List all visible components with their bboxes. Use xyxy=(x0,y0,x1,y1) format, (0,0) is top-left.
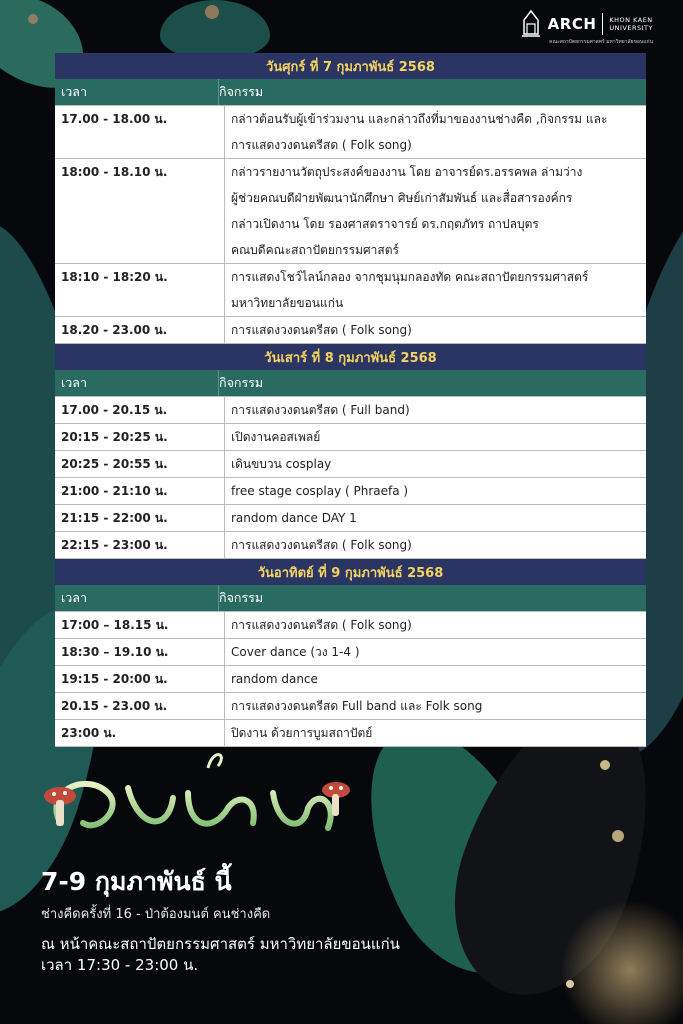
row-time: 18:00 - 18.10 น. xyxy=(55,159,225,263)
logo-university: KHON KAEN UNIVERSITY xyxy=(609,16,653,32)
activity-line: random dance DAY 1 xyxy=(231,511,357,525)
activity-line: free stage cosplay ( Phraefa ) xyxy=(231,484,409,498)
logo-divider xyxy=(602,13,603,35)
row-activity xyxy=(225,397,646,423)
activity-line: มหาวิทยาลัยขอนแก่น xyxy=(231,296,344,310)
column-header-row xyxy=(55,79,646,106)
row-time: 18:30 – 19.10 น. xyxy=(55,639,225,665)
column-header-row xyxy=(55,370,646,397)
table-row xyxy=(55,264,646,317)
table-row xyxy=(55,612,646,639)
column-header-time: เวลา xyxy=(61,84,87,99)
activity-line: เดินขบวน cosplay xyxy=(231,457,332,471)
row-activity xyxy=(225,424,646,450)
row-activity xyxy=(225,264,646,316)
table-row xyxy=(55,106,646,159)
row-activity xyxy=(225,317,646,343)
activity-line: เปิดงานคอสเพลย์ xyxy=(231,430,321,444)
activity-line: random dance xyxy=(231,672,318,686)
activity-line: การแสดงโชว์ไลน์กลอง จากชุมนุมกลองทัด คณะสถาปัตยกรรมศาสตร์ xyxy=(231,270,589,284)
event-venue: ณ หน้าคณะสถาปัตยกรรมศาสตร์ มหาวิทยาลัยขอนแก่น xyxy=(41,935,400,953)
row-activity xyxy=(225,451,646,477)
row-activity xyxy=(225,159,646,263)
row-time: 22:15 - 23:00 น. xyxy=(55,532,225,558)
logo-brand: ARCH xyxy=(547,15,597,33)
table-row xyxy=(55,639,646,666)
table-row xyxy=(55,397,646,424)
row-activity xyxy=(225,612,646,638)
table-row xyxy=(55,159,646,264)
day-header: วันศุกร์ ที่ 7 กุมภาพันธ์ 2568 xyxy=(55,53,646,79)
table-row xyxy=(55,532,646,559)
mushroom-left-icon xyxy=(44,787,76,826)
row-time: 17:00 – 18.15 น. xyxy=(55,612,225,638)
logo-faculty: คณะสถาปัตยกรรมศาสตร์ มหาวิทยาลัยขอนแก่น xyxy=(549,39,653,45)
activity-line: การแสดงวงดนตรีสด ( Folk song) xyxy=(231,538,412,552)
day-header: วันเสาร์ ที่ 8 กุมภาพันธ์ 2568 xyxy=(55,344,646,370)
table-row xyxy=(55,693,646,720)
column-header-activity: กิจกรรม xyxy=(218,585,646,611)
activity-line: การแสดงวงดนตรีสด ( Folk song) xyxy=(231,618,412,632)
table-row xyxy=(55,720,646,747)
column-header-time: เวลา xyxy=(61,375,87,390)
activity-line: ผู้ช่วยคณบดีฝ่ายพัฒนานักศึกษา ศิษย์เก่าสัมพันธ์ และสื่อสารองค์กร xyxy=(231,191,573,205)
event-time: เวลา 17:30 - 23:00 น. xyxy=(41,956,199,974)
activity-line: การแสดงวงดนตรีสด ( Folk song) xyxy=(231,323,412,337)
row-time: 18.20 - 23.00 น. xyxy=(55,317,225,343)
activity-line: คณบดีคณะสถาปัตยกรรมศาสตร์ xyxy=(231,243,399,257)
row-time: 18:10 - 18:20 น. xyxy=(55,264,225,316)
column-header-time: เวลา xyxy=(61,590,87,605)
row-time: 19:15 - 20:00 น. xyxy=(55,666,225,692)
activity-line: ปิดงาน ด้วยการบูมสถาปัตย์ xyxy=(231,726,373,740)
activity-line: กล่าวรายงานวัตถุประสงค์ของงาน โดย อาจารย์ดร.อรรคพล ล่ามว่าง xyxy=(231,165,583,179)
day-header: วันอาทิตย์ ที่ 9 กุมภาพันธ์ 2568 xyxy=(55,559,646,585)
event-logo-art xyxy=(38,748,358,858)
column-header-activity: กิจกรรม xyxy=(218,79,646,105)
table-row xyxy=(55,317,646,344)
row-activity xyxy=(225,478,646,504)
table-row xyxy=(55,666,646,693)
row-time: 17.00 - 18.00 น. xyxy=(55,106,225,158)
activity-line: กล่าวต้อนรับผู้เข้าร่วมงาน และกล่าวถึงที่มาของงานช่างคืด ,กิจกรรม และ xyxy=(231,112,608,126)
activity-line: การแสดงวงดนตรีสด ( Folk song) xyxy=(231,138,412,152)
row-activity xyxy=(225,666,646,692)
row-time: 20:25 - 20:55 น. xyxy=(55,451,225,477)
column-header-row xyxy=(55,585,646,612)
table-row xyxy=(55,478,646,505)
event-venue-block xyxy=(41,934,400,976)
row-time: 17.00 - 20.15 น. xyxy=(55,397,225,423)
row-activity xyxy=(225,505,646,531)
arch-kku-logo xyxy=(520,10,653,45)
row-time: 23:00 น. xyxy=(55,720,225,746)
row-time: 21:15 - 22:00 น. xyxy=(55,505,225,531)
activity-line: การแสดงวงดนตรีสด Full band และ Folk song xyxy=(231,699,483,713)
table-row xyxy=(55,505,646,532)
row-activity xyxy=(225,639,646,665)
row-time: 20:15 - 20:25 น. xyxy=(55,424,225,450)
column-header-activity: กิจกรรม xyxy=(218,370,646,396)
row-activity xyxy=(225,720,646,746)
schedule-table xyxy=(55,53,646,747)
event-dates: 7-9 กุมภาพันธ์ นี้ xyxy=(41,867,232,896)
row-activity xyxy=(225,693,646,719)
activity-line: Cover dance (วง 1-4 ) xyxy=(231,645,360,659)
event-edition: ช่างคืดครั้งที่ 16 - ป่าต้องมนต์ คนช่างคืด xyxy=(41,907,271,922)
row-time: 21:00 - 21:10 น. xyxy=(55,478,225,504)
row-activity xyxy=(225,106,646,158)
table-row xyxy=(55,451,646,478)
activity-line: การแสดงวงดนตรีสด ( Full band) xyxy=(231,403,410,417)
activity-line: กล่าวเปิดงาน โดย รองศาสตราจารย์ ดร.กฤตภัทร ถาปลบุตร xyxy=(231,217,539,231)
row-time: 20.15 - 23.00 น. xyxy=(55,693,225,719)
row-activity xyxy=(225,532,646,558)
table-row xyxy=(55,424,646,451)
university-emblem-icon xyxy=(520,10,542,38)
